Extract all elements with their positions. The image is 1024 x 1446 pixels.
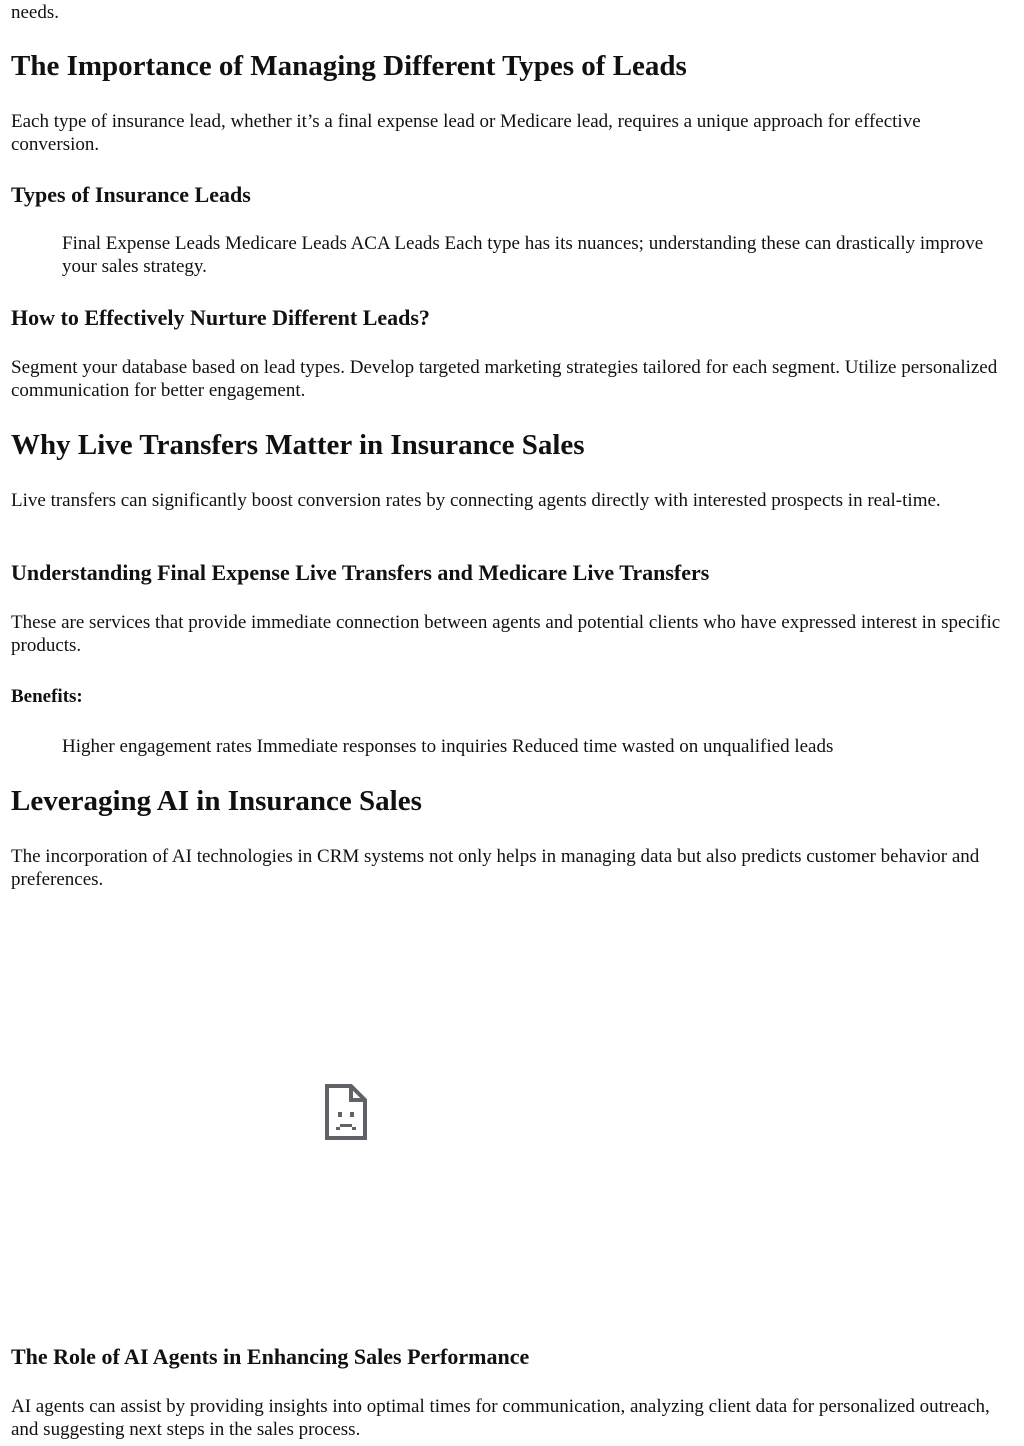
intro-tail-text: needs.	[11, 2, 60, 23]
understanding-live-transfers-paragraph: These are services that provide immediate connection between agents and potential clients who have expressed interest in specific products.	[11, 612, 1001, 656]
benefits-quote: Higher engagement rates Immediate responses to inquiries Reduced time wasted on unqualified leads	[62, 736, 834, 757]
heading-nurture-leads: How to Effectively Nurture Different Leads?	[11, 305, 430, 330]
heading-types-of-leads: Types of Insurance Leads	[11, 182, 251, 207]
leveraging-ai-paragraph: The incorporation of AI technologies in CRM systems not only helps in managing data but also predicts customer behavior and preferences.	[11, 846, 980, 890]
heading-benefits: Benefits:	[11, 686, 83, 707]
heading-role-ai-agents: The Role of AI Agents in Enhancing Sales Performance	[11, 1344, 530, 1369]
role-ai-agents-paragraph: AI agents can assist by providing insights into optimal times for communication, analyzing client data for personalized outreach, and suggesting next steps in the sales process.	[11, 1396, 990, 1440]
nurture-leads-paragraph: Segment your database based on lead types. Develop targeted marketing strategies tailored for each segment. Utilize personalized communication for better engagement.	[11, 357, 998, 401]
broken-image-icon	[324, 1083, 370, 1141]
heading-live-transfers: Why Live Transfers Matter in Insurance Sales	[11, 429, 585, 461]
heading-understanding-live-transfers: Understanding Final Expense Live Transfers and Medicare Live Transfers	[11, 560, 710, 585]
types-of-leads-quote: Final Expense Leads Medicare Leads ACA Leads Each type has its nuances; understanding these can drastically improve your sales strategy.	[62, 233, 984, 277]
managing-leads-paragraph: Each type of insurance lead, whether it’s a final expense lead or Medicare lead, requires a unique approach for effective conversion.	[11, 111, 921, 155]
live-transfers-paragraph: Live transfers can significantly boost conversion rates by connecting agents directly with interested prospects in real-time.	[11, 490, 941, 511]
heading-managing-leads: The Importance of Managing Different Types of Leads	[11, 50, 687, 82]
heading-leveraging-ai: Leveraging AI in Insurance Sales	[11, 785, 422, 817]
